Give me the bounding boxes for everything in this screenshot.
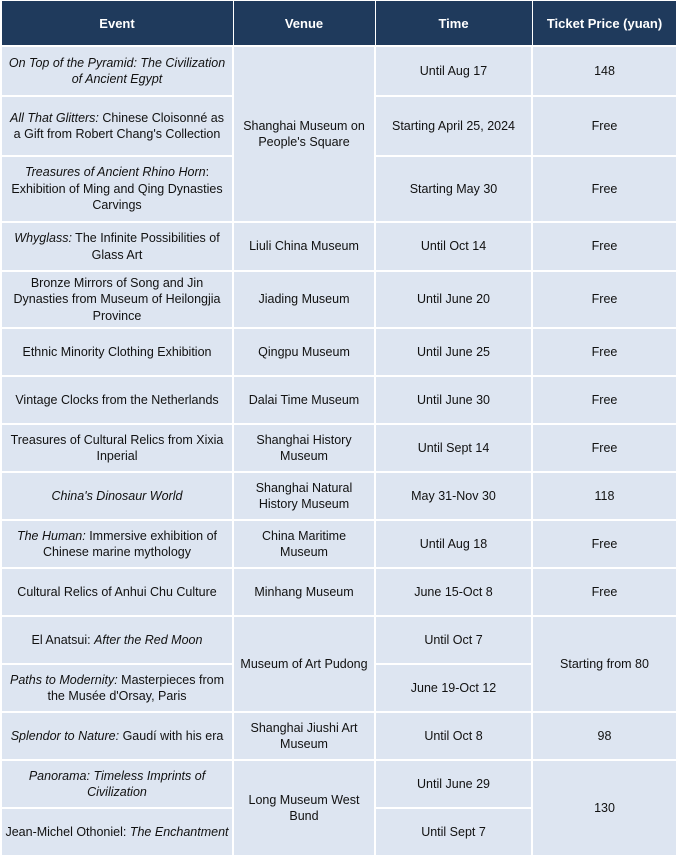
- event-title: The Human:: [16, 528, 86, 543]
- event-cell: [1, 616, 233, 664]
- table-row: [1, 46, 676, 96]
- event-artist: Jean-Michel Othoniel:: [5, 824, 130, 839]
- time-cell: Until Sept 14: [375, 424, 532, 472]
- event-title: Treasures of Ancient Rhino Horn: [24, 165, 206, 180]
- venue-cell: Jiading Museum: [233, 271, 375, 328]
- header-row: [1, 1, 676, 47]
- event-cell: [1, 472, 233, 520]
- event-cell: Vintage Clocks from the Netherlands: [1, 376, 233, 424]
- time-cell: Until Aug 18: [375, 520, 532, 568]
- venue-cell: Long Museum West Bund: [233, 760, 375, 856]
- price-cell: Free: [532, 222, 676, 271]
- time-cell: Starting May 30: [375, 156, 532, 222]
- venue-column-header: Venue: [233, 1, 375, 47]
- event-cell: [1, 808, 233, 856]
- time-cell: May 31-Nov 30: [375, 472, 532, 520]
- price-cell: Starting from 80: [532, 616, 676, 712]
- time-cell: Until Sept 7: [375, 808, 532, 856]
- event-cell: [1, 664, 233, 712]
- venue-cell: Minhang Museum: [233, 568, 375, 616]
- time-cell: Until Aug 17: [375, 46, 532, 96]
- venue-cell: Shanghai Natural History Museum: [233, 472, 375, 520]
- table-row: [1, 616, 676, 664]
- event-cell: Ethnic Minority Clothing Exhibition: [1, 328, 233, 376]
- table-row: [1, 568, 676, 616]
- event-subtitle: Immersive exhibition of Chinese marine mythology: [43, 528, 218, 559]
- venue-cell: China Maritime Museum: [233, 520, 375, 568]
- venue-cell: Liuli China Museum: [233, 222, 375, 271]
- event-subtitle: The Infinite Possibilities of Glass Art: [71, 231, 220, 262]
- time-cell: Until Oct 14: [375, 222, 532, 271]
- price-cell: 148: [532, 46, 676, 96]
- event-cell: [1, 156, 233, 222]
- event-title: China's Dinosaur World: [51, 488, 183, 503]
- event-cell: [1, 96, 233, 156]
- venue-cell: Museum of Art Pudong: [233, 616, 375, 712]
- event-title: Paths to Modernity:: [10, 672, 118, 687]
- event-title: All That Glitters:: [10, 110, 99, 125]
- event-cell: Cultural Relics of Anhui Chu Culture: [1, 568, 233, 616]
- table-row: [1, 760, 676, 808]
- time-column-header: Time: [375, 1, 532, 47]
- time-cell: June 15-Oct 8: [375, 568, 532, 616]
- venue-cell: Shanghai Museum on People's Square: [233, 46, 375, 222]
- table-row: [1, 520, 676, 568]
- price-cell: Free: [532, 520, 676, 568]
- event-column-header: Event: [1, 1, 233, 47]
- event-artist: El Anatsui:: [31, 632, 95, 647]
- table-row: [1, 222, 676, 271]
- event-cell: Bronze Mirrors of Song and Jin Dynasties from Museum of Heilongjia Province: [1, 271, 233, 328]
- price-cell: 98: [532, 712, 676, 760]
- event-title: Splendor to Nature:: [10, 728, 120, 743]
- table-row: [1, 712, 676, 760]
- event-title: After the Red Moon: [94, 632, 203, 647]
- event-cell: [1, 46, 233, 96]
- event-title: The Enchantment: [129, 824, 229, 839]
- price-cell: Free: [532, 328, 676, 376]
- time-cell: Until Oct 7: [375, 616, 532, 664]
- event-subtitle: Masterpieces from the Musée d'Orsay, Paris: [47, 672, 224, 703]
- event-cell: [1, 760, 233, 808]
- table-row: [1, 424, 676, 472]
- price-cell: Free: [532, 271, 676, 328]
- event-cell: [1, 712, 233, 760]
- venue-cell: Qingpu Museum: [233, 328, 375, 376]
- event-cell: [1, 222, 233, 271]
- event-cell: Treasures of Cultural Relics from Xixia Inperial: [1, 424, 233, 472]
- time-cell: June 19-Oct 12: [375, 664, 532, 712]
- venue-cell: Dalai Time Museum: [233, 376, 375, 424]
- time-cell: Until June 30: [375, 376, 532, 424]
- table-row: [1, 376, 676, 424]
- price-cell: Free: [532, 156, 676, 222]
- venue-cell: Shanghai History Museum: [233, 424, 375, 472]
- table-row: [1, 472, 676, 520]
- event-title: On Top of the Pyramid: The Civilization of Ancient Egypt: [8, 55, 226, 86]
- price-cell: Free: [532, 568, 676, 616]
- event-cell: [1, 520, 233, 568]
- price-cell: 118: [532, 472, 676, 520]
- time-cell: Until June 20: [375, 271, 532, 328]
- table-row: [1, 328, 676, 376]
- time-cell: Starting April 25, 2024: [375, 96, 532, 156]
- event-subtitle: Chinese Cloisonné as a Gift from Robert Chang's Collection: [13, 110, 224, 141]
- event-subtitle: Gaudí with his era: [119, 728, 224, 743]
- price-cell: Free: [532, 424, 676, 472]
- price-cell: 130: [532, 760, 676, 856]
- price-cell: Free: [532, 96, 676, 156]
- time-cell: Until June 25: [375, 328, 532, 376]
- price-cell: Free: [532, 376, 676, 424]
- event-title: Panorama: Timeless Imprints of Civilization: [28, 768, 206, 799]
- event-subtitle: : Exhibition of Ming and Qing Dynasties Carvings: [11, 165, 223, 213]
- venue-cell: Shanghai Jiushi Art Museum: [233, 712, 375, 760]
- table-row: [1, 271, 676, 328]
- time-cell: Until Oct 8: [375, 712, 532, 760]
- event-title: Whyglass:: [14, 231, 72, 245]
- time-cell: Until June 29: [375, 760, 532, 808]
- price-column-header: Ticket Price (yuan): [532, 1, 676, 47]
